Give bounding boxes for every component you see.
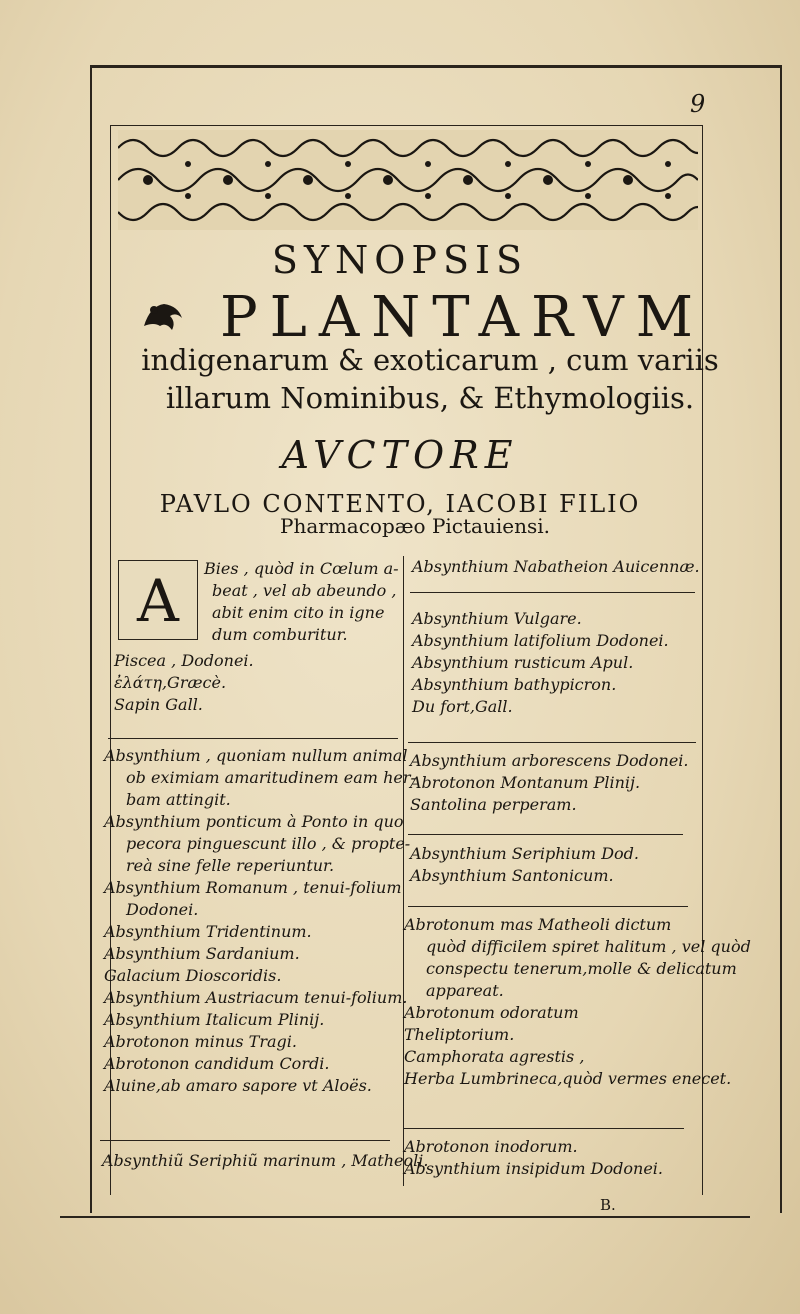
author-title: Pharmacopæo Pictauiensi. (280, 514, 550, 538)
drop-cap-letter: A (137, 567, 179, 635)
section-rule (410, 592, 695, 593)
entry-line: Absynthium arborescens Dodonei. (410, 751, 689, 770)
entry-line: Abrotonum odoratum (404, 1003, 579, 1022)
entry-line: Abrotonon Montanum Plinij. (410, 773, 641, 792)
entry-line: Absynthium , quoniam nullum animal (104, 746, 408, 765)
entry-line: Abrotonon minus Tragi. (104, 1032, 297, 1051)
drop-cap-initial (118, 560, 198, 640)
section-rule (108, 738, 398, 739)
intro-line: ἐλάτη,Græcè. (114, 673, 227, 692)
intro-synonyms (114, 650, 254, 716)
intro-line: Bies , quòd in Cœlum a- (204, 559, 399, 578)
entry-line: Abrotonum mas Matheoli dictum (404, 915, 672, 934)
section-rule (100, 1140, 390, 1141)
intro-line: Piscea , Dodonei. (114, 651, 254, 670)
entry-line: Herba Lumbrineca,quòd vermes enecet. (404, 1069, 732, 1088)
entry-line: Absynthium Seriphium Dod. (410, 844, 639, 863)
entry-line: Camphorata agrestis , (404, 1047, 585, 1066)
entry-line: Abrotonon candidum Cordi. (104, 1054, 330, 1073)
entry-line: conspectu tenerum,molle & delicatum (426, 959, 737, 978)
right-entry-top (412, 556, 700, 578)
entry-line: reà sine felle reperiuntur. (126, 856, 335, 875)
entry-line: pecora pinguescunt illo , & propte- (126, 834, 411, 853)
entry-line: Absynthium latifolium Dodonei. (412, 631, 669, 650)
entry-line: Du fort,Gall. (412, 697, 513, 716)
signature-mark: B. (600, 1196, 616, 1214)
intro-line: beat , vel ab abeundo , (212, 581, 397, 600)
entry-line: Absynthium Italicum Plinij. (104, 1010, 325, 1029)
entry-line: Absynthium Nabatheion Auicennæ. (412, 557, 700, 576)
entry-line: Abrotonon inodorum. (404, 1137, 578, 1156)
section-rule (408, 834, 683, 835)
entry-line: Galacium Dioscoridis. (104, 966, 282, 985)
entry-line: bam attingit. (126, 790, 231, 809)
entry-line: Absynthium ponticum à Ponto in quo (104, 812, 404, 831)
entry-line: Absynthiũ Seriphiũ marinum , Matheoli. (102, 1151, 429, 1170)
subtitle-line-2: illarum Nominibus, & Ethymologiis. (165, 381, 695, 415)
left-block-2 (102, 1150, 428, 1172)
right-block-1 (412, 608, 669, 718)
right-block-2 (410, 750, 689, 816)
entry-line: Absynthium Austriacum tenui-folium. (104, 988, 408, 1007)
auctore-heading: AVCTORE (281, 433, 519, 477)
left-block-1 (104, 745, 416, 1097)
entry-line: Absynthium Vulgare. (412, 609, 582, 628)
entry-line: Absynthium Romanum , tenui-folium (104, 878, 402, 897)
fleuron-icon (140, 296, 186, 336)
section-rule (408, 742, 696, 743)
title-synopsis: SYNOPSIS (271, 238, 529, 282)
subtitle-line-1: indigenarum & exoticarum , cum variis (141, 343, 719, 377)
entry-line: Absynthium Tridentinum. (104, 922, 312, 941)
section-rule (404, 1128, 684, 1129)
bottom-rule (60, 1216, 750, 1218)
entry-line: ob eximiam amaritudinem eam her- (126, 768, 416, 787)
section-rule (408, 906, 688, 907)
intro-line: Sapin Gall. (114, 695, 203, 714)
header-rule (110, 125, 702, 126)
entry-line: appareat. (426, 981, 504, 1000)
entry-line: Santolina perperam. (410, 795, 577, 814)
intro-line: abit enim cito in igne (212, 603, 385, 622)
author-name: PAVLO CONTENTO, IACOBI FILIO (159, 490, 641, 518)
page-number: 9 (690, 90, 706, 118)
entry-line: Absynthium insipidum Dodonei. (404, 1159, 663, 1178)
intro-dropcap-text (204, 558, 399, 646)
entry-line: Absynthium Sardanium. (104, 944, 300, 963)
entry-line: Absynthium Santonicum. (410, 866, 614, 885)
right-block-5 (404, 1136, 663, 1180)
right-block-4 (404, 914, 751, 1090)
entry-line: Dodonei. (126, 900, 199, 919)
right-block-3 (410, 843, 639, 887)
entry-line: Aluine,ab amaro sapore vt Aloës. (104, 1076, 372, 1095)
intro-line: dum comburitur. (212, 625, 348, 644)
entry-line: quòd difficilem spiret halitum , vel quòd (426, 937, 751, 956)
entry-line: Absynthium rusticum Apul. (412, 653, 634, 672)
ornamental-headpiece (118, 130, 698, 230)
entry-line: Theliptorium. (404, 1025, 515, 1044)
title-plantarum: PLANTARVM (220, 285, 705, 350)
entry-line: Absynthium bathypicron. (412, 675, 617, 694)
